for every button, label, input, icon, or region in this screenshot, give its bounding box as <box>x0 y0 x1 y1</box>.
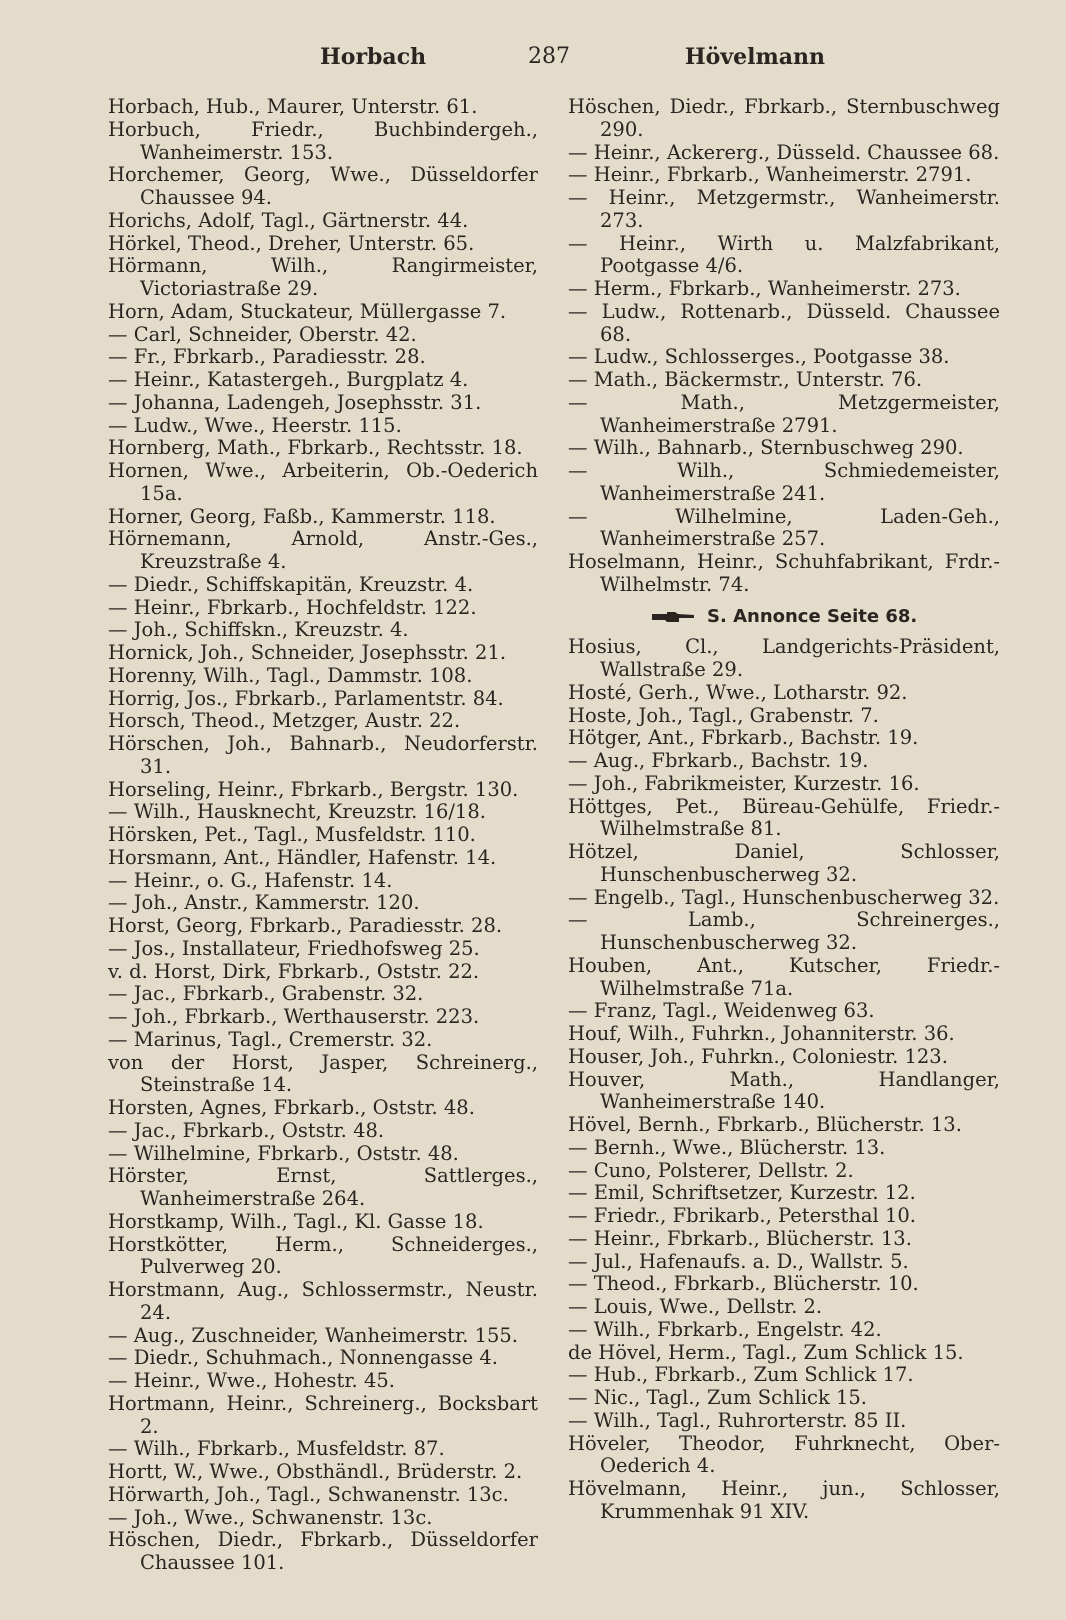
directory-entry: Hörkel, Theod., Dreher, Unterstr. 65. <box>108 231 475 255</box>
directory-entry: Horstmann, Aug., Schlossermstr., Neustr. 24. <box>108 1278 538 1324</box>
directory-entry: — Heinr., Fbrkarb., Blücherstr. 13. <box>568 1226 912 1250</box>
directory-entry: Höschen, Diedr., Fbrkarb., Sternbuschweg 290. <box>568 95 1000 141</box>
directory-entry: — Diedr., Schuhmach., Nonnengasse 4. <box>108 1346 498 1370</box>
directory-entry: Höschen, Diedr., Fbrkarb., Düsseldorfer Chaussee 101. <box>108 1528 538 1574</box>
directory-entry: — Ludw., Rottenarb., Düsseld. Chaussee 68. <box>568 299 1000 346</box>
directory-entry: Hornberg, Math., Fbrkarb., Rechtsstr. 18. <box>108 436 523 460</box>
directory-entry: Hornick, Joh., Schneider, Josephsstr. 21. <box>108 641 507 664</box>
directory-entry: Hörsken, Pet., Tagl., Musfeldstr. 110. <box>108 823 476 846</box>
directory-entry: Hövel, Bernh., Fbrkarb., Blücherstr. 13. <box>568 1113 962 1136</box>
directory-entry: Houf, Wilh., Fuhrkn., Johanniterstr. 36. <box>568 1022 955 1045</box>
directory-entry: Horrig, Jos., Fbrkarb., Parlamentstr. 84. <box>108 686 504 710</box>
directory-entry: Hornen, Wwe., Arbeiterin, Ob.-Oederich 15a. <box>108 459 538 505</box>
directory-entry: — Joh., Schiffskn., Kreuzstr. 4. <box>108 618 409 642</box>
directory-entry: Horsten, Agnes, Fbrkarb., Oststr. 48. <box>108 1096 475 1119</box>
directory-entry: Houver, Math., Handlanger, Wanheimerstraße 140. <box>568 1067 1000 1114</box>
directory-entry: Hoste, Joh., Tagl., Grabenstr. 7. <box>568 703 879 727</box>
directory-entry: Horchemer, Georg, Wwe., Düsseldorfer Chaussee 94. <box>108 163 538 209</box>
directory-entry: — Lamb., Schreinerges., Hunschenbuscherweg 32. <box>568 908 1000 954</box>
directory-entry: — Joh., Fbrkarb., Werthauserstr. 223. <box>108 1005 480 1028</box>
directory-entry: — Marinus, Tagl., Cremerstr. 32. <box>108 1027 433 1051</box>
directory-entry: — Wilh., Fbrkarb., Engelstr. 42. <box>568 1317 882 1341</box>
directory-entry: Hoselmann, Heinr., Schuhfabrikant, Frdr.-Wilhelmstr. 74. <box>568 550 1000 596</box>
directory-entry: Horner, Georg, Faßb., Kammerstr. 118. <box>108 504 496 528</box>
directory-entry: — Heinr., Fbrkarb., Wanheimerstr. 2791. <box>568 163 972 187</box>
directory-entry: Horbach, Hub., Maurer, Unterstr. 61. <box>108 95 478 118</box>
directory-entry: — Wilhelmine, Laden-Geh., Wanheimerstraße 257. <box>568 504 1000 551</box>
directory-entry: Horst, Georg, Fbrkarb., Paradiesstr. 28. <box>108 914 503 937</box>
directory-entry: — Wilh., Schmiedemeister, Wanheimerstraße 241. <box>568 459 1000 505</box>
directory-entry: — Franz, Tagl., Weidenweg 63. <box>568 999 875 1023</box>
directory-entry: — Jos., Installateur, Friedhofsweg 25. <box>108 936 480 960</box>
directory-entry: Horbuch, Friedr., Buchbindergeh., Wanheimerstr. 153. <box>108 117 538 164</box>
directory-entry: Höveler, Theodor, Fuhrknecht, Ober-Oederich 4. <box>568 1431 1000 1478</box>
header-left-keyword: Horbach <box>320 44 427 70</box>
directory-entry: Horsch, Theod., Metzger, Austr. 22. <box>108 709 461 733</box>
directory-entry: — Hub., Fbrkarb., Zum Schlick 17. <box>568 1363 914 1387</box>
directory-entry: Hortmann, Heinr., Schreinerg., Bocksbart 2. <box>108 1391 538 1438</box>
directory-entry: — Wilh., Fbrkarb., Musfeldstr. 87. <box>108 1437 445 1461</box>
directory-entry: Hörnemann, Arnold, Anstr.-Ges., Kreuzstraße 4. <box>108 527 538 573</box>
directory-entry: Horseling, Heinr., Fbrkarb., Bergstr. 130. <box>108 777 519 801</box>
directory-entry: — Louis, Wwe., Dellstr. 2. <box>568 1295 823 1318</box>
annonce-reference <box>568 606 1000 629</box>
directory-entry: — Bernh., Wwe., Blücherstr. 13. <box>568 1135 886 1159</box>
directory-entry: Horenny, Wilh., Tagl., Dammstr. 108. <box>108 663 473 687</box>
directory-entry: — Friedr., Fbrikarb., Petersthal 10. <box>568 1204 916 1227</box>
page-header <box>110 44 1000 80</box>
directory-entry: Hötzel, Daniel, Schlosser, Hunschenbuscherweg 32. <box>568 840 1000 886</box>
directory-entry: — Engelb., Tagl., Hunschenbuscherweg 32. <box>568 885 1000 909</box>
directory-entry: Höttges, Pet., Büreau-Gehülfe, Friedr.-Wilhelmstraße 81. <box>568 794 1000 841</box>
directory-entry: Hosius, Cl., Landgerichts-Präsident, Wallstraße 29. <box>568 635 1000 681</box>
right-column-entries-before <box>568 96 1000 597</box>
directory-entry: Horn, Adam, Stuckateur, Müllergasse 7. <box>108 299 507 323</box>
directory-entry: — Herm., Fbrkarb., Wanheimerstr. 273. <box>568 277 961 300</box>
directory-entry: — Diedr., Schiffskapitän, Kreuzstr. 4. <box>108 572 474 596</box>
directory-entry: Hörschen, Joh., Bahnarb., Neudorferstr. 31. <box>108 732 538 778</box>
directory-entry: — Fr., Fbrkarb., Paradiesstr. 28. <box>108 345 426 369</box>
directory-entry: — Ludw., Schlosserges., Pootgasse 38. <box>568 345 950 369</box>
directory-entry: — Aug., Fbrkarb., Bachstr. 19. <box>568 749 869 772</box>
right-column <box>568 96 1000 1524</box>
directory-entry: — Heinr., Metzgermstr., Wanheimerstr. 273. <box>568 186 1000 232</box>
directory-entry: Hörwarth, Joh., Tagl., Schwanenstr. 13c. <box>108 1482 509 1506</box>
directory-entry: — Wilh., Tagl., Ruhrorterstr. 85 II. <box>568 1408 907 1432</box>
directory-entry: — Ludw., Wwe., Heerstr. 115. <box>108 413 402 437</box>
annonce-text: S. Annonce Seite 68. <box>707 605 918 627</box>
header-right-keyword: Hövelmann <box>684 44 825 70</box>
directory-entry: Hörster, Ernst, Sattlerges., Wanheimerstraße 264. <box>108 1164 538 1210</box>
page-number: 287 <box>528 44 570 69</box>
directory-entry: — Joh., Fabrikmeister, Kurzestr. 16. <box>568 771 920 795</box>
directory-entry: Houser, Joh., Fuhrkn., Coloniestr. 123. <box>568 1044 948 1068</box>
directory-entry: Horichs, Adolf, Tagl., Gärtnerstr. 44. <box>108 208 469 232</box>
directory-entry: — Wilhelmine, Fbrkarb., Oststr. 48. <box>108 1141 459 1165</box>
right-column-entries-after <box>568 636 1000 1523</box>
directory-entry: — Wilh., Bahnarb., Sternbuschweg 290. <box>568 436 964 460</box>
directory-entry: v. d. Horst, Dirk, Fbrkarb., Oststr. 22. <box>108 959 480 983</box>
directory-entry: — Heinr., o. G., Hafenstr. 14. <box>108 868 393 892</box>
pointing-hand-icon <box>651 610 695 624</box>
directory-entry: Horsmann, Ant., Händler, Hafenstr. 14. <box>108 845 497 869</box>
directory-entry: — Nic., Tagl., Zum Schlick 15. <box>568 1386 868 1409</box>
directory-entry: von der Horst, Jasper, Schreinerg., Steinstraße 14. <box>108 1050 538 1097</box>
directory-entry: — Wilh., Hausknecht, Kreuzstr. 16/18. <box>108 800 486 824</box>
directory-entry: Hosté, Gerh., Wwe., Lotharstr. 92. <box>568 680 908 704</box>
directory-entry: — Heinr., Ackererg., Düsseld. Chaussee 68. <box>568 140 1000 164</box>
directory-entry: — Joh., Wwe., Schwanenstr. 13c. <box>108 1505 433 1529</box>
directory-entry: de Hövel, Herm., Tagl., Zum Schlick 15. <box>568 1340 964 1364</box>
directory-entry: — Jac., Fbrkarb., Oststr. 48. <box>108 1118 385 1142</box>
directory-entry: — Jul., Hafenaufs. a. D., Wallstr. 5. <box>568 1249 909 1273</box>
directory-entry: Hörmann, Wilh., Rangirmeister, Victoriastraße 29. <box>108 254 538 300</box>
directory-entry: — Emil, Schriftsetzer, Kurzestr. 12. <box>568 1181 916 1205</box>
directory-entry: — Theod., Fbrkarb., Blücherstr. 10. <box>568 1272 919 1296</box>
directory-entry: — Math., Metzgermeister, Wanheimerstraße 2791. <box>568 390 1000 437</box>
directory-entry: Hövelmann, Heinr., jun., Schlosser, Krummenhak 91 XIV. <box>568 1477 1000 1523</box>
directory-entry: — Johanna, Ladengeh, Josephsstr. 31. <box>108 390 482 414</box>
directory-entry: — Cuno, Polsterer, Dellstr. 2. <box>568 1158 854 1182</box>
directory-entry: — Jac., Fbrkarb., Grabenstr. 32. <box>108 982 424 1006</box>
directory-entry: Horstkötter, Herm., Schneiderges., Pulverweg 20. <box>108 1232 538 1279</box>
directory-entry: — Heinr., Katastergeh., Burgplatz 4. <box>108 368 469 391</box>
directory-entry: — Heinr., Fbrkarb., Hochfeldstr. 122. <box>108 595 477 619</box>
left-column <box>108 96 538 1575</box>
directory-entry: — Heinr., Wirth u. Malzfabrikant, Pootgasse 4/6. <box>568 231 1000 278</box>
directory-entry: — Carl, Schneider, Oberstr. 42. <box>108 322 417 346</box>
directory-entry: Hötger, Ant., Fbrkarb., Bachstr. 19. <box>568 726 919 750</box>
directory-entry: — Joh., Anstr., Kammerstr. 120. <box>108 891 420 915</box>
directory-entry: Hortt, W., Wwe., Obsthändl., Brüderstr. 2. <box>108 1460 523 1483</box>
directory-entry: Houben, Ant., Kutscher, Friedr.-Wilhelmstraße 71a. <box>568 953 1000 1000</box>
directory-entry: — Math., Bäckermstr., Unterstr. 76. <box>568 368 923 391</box>
directory-entry: Horstkamp, Wilh., Tagl., Kl. Gasse 18. <box>108 1209 484 1233</box>
directory-entry: — Heinr., Wwe., Hohestr. 45. <box>108 1369 395 1392</box>
directory-entry: — Aug., Zuschneider, Wanheimerstr. 155. <box>108 1323 519 1347</box>
